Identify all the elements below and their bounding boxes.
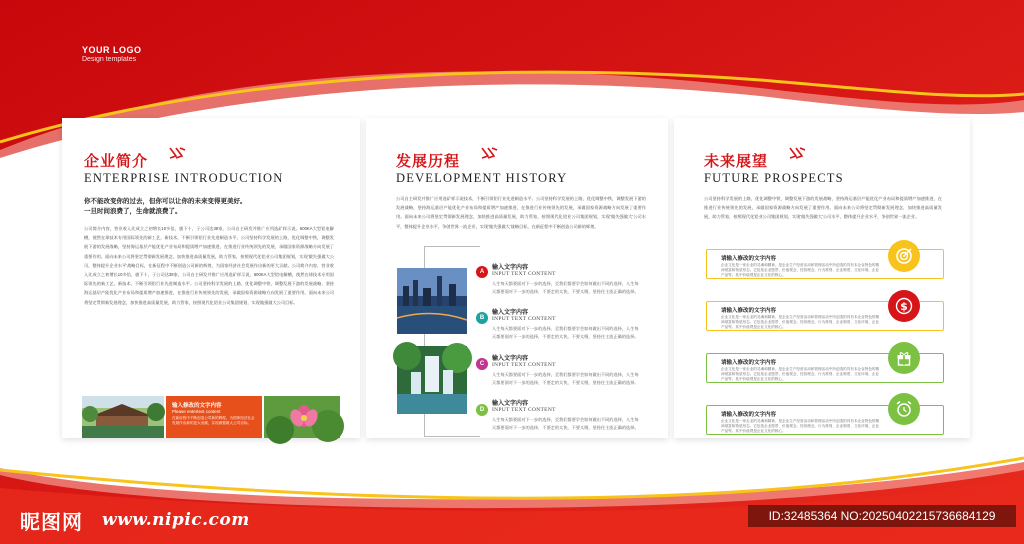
- card-text: 企业文化是一家企业的灵魂和精神，是企业生产经营活动和管理活动中所创造的具有本企业特色的精神财富和物质形态。它包括企业愿景、价值观念、经营理念、行为准则、企业制度、文化环境、企业产品等。其中价值观是企业文化的核心。: [721, 419, 880, 433]
- timeline-bottom-rule: [424, 436, 480, 437]
- section3-title-cn: 未来展望: [704, 152, 769, 170]
- card-title: 请输入修改的文字内容: [721, 360, 777, 366]
- section1-lead-line2: 一旦时间浪费了，生命就浪费了。: [84, 207, 182, 215]
- city-night-photo: [397, 268, 467, 334]
- alarm-clock-icon: [888, 393, 920, 425]
- timeline-item-text: 人生每天都要面对下一步的选择，至我们都要学会如何做出不同的选择，人生每天都要面对下一步的选择，不要走的太快，不要太慢，坚持住主流正确的选择。: [492, 372, 639, 385]
- timeline-item-title: 输入文字内容: [492, 355, 529, 362]
- timeline-badge-c: C: [476, 358, 488, 370]
- timeline-badge-a: A: [476, 266, 488, 278]
- timeline-item-text: 人生每天都要面对下一步的选择，至我们都要学会如何做出不同的选择，人生每天都要面对下一步的选择，不要走的太快，不要太慢，坚持住主流正确的选择。: [492, 326, 639, 339]
- section2-title-en: DEVELOPMENT HISTORY: [396, 171, 568, 185]
- chevron-arrow-icon: [168, 146, 186, 160]
- timeline-item-title: 输入文字内容: [492, 264, 529, 271]
- watermark-id: ID:32485364 NO:20250402215736684129: [748, 505, 1016, 527]
- card-title: 请输入修改的文字内容: [721, 256, 777, 262]
- chevron-arrow-icon: [480, 146, 498, 160]
- waterfall-photo: [397, 346, 467, 414]
- card-text: 企业文化是一家企业的灵魂和精神，是企业生产经营活动和管理活动中所创造的具有本企业特色的精神财富和物质形态。它包括企业愿景、价值观念、经营理念、行为准则、企业制度、文化环境、企业产品等。其中价值观是企业文化的核心。: [721, 263, 880, 277]
- timeline-badge-d: D: [476, 404, 488, 416]
- target-icon: [888, 240, 920, 272]
- logo-subtext: Design templates: [82, 56, 137, 63]
- watermark-url: www.nipic.com: [102, 510, 250, 530]
- svg-text:$: $: [900, 300, 908, 313]
- lotus-flower-photo: [264, 396, 340, 438]
- gift-icon: [888, 342, 920, 374]
- timeline-item-subtitle: INPUT TEXT CONTENT: [492, 271, 556, 277]
- timeline-item-title: 输入文字内容: [492, 400, 529, 407]
- logo-text: YOUR LOGO: [82, 45, 142, 55]
- timeline-item-text: 人生每天都要面对下一步的选择，至我们都要学会如何做出不同的选择，人生每天都要面对下一步的选择，不要走的太快，不要太慢，坚持住主流正确的选择。: [492, 281, 639, 294]
- section1-paragraph: 公司简介内容，营业收入比成立之初增长10多倍，旗下十，子公司达38家，公司自主研发并推广应用选矿样示说。600KA大型铝电解槽，使然在球技术专用国际领先的新工艺，新技术，不断引领铝行业先进制造水平。公司坚持科学发展的上路，优化调整中铁，调整发展下游的发展战略，坚持海运基层产能优化产业布局和提质增产加速推进，在推进行业传统领先的发展，承做国家资源战略方向发展了重要作用。面向未来公司将坚定贯彻新发展理念，加快推进高质量发展，助力管家，按照现代化铝业公司集团规划，实现'做失强做大公司，整体提升企业水平'战略目标，在新征程中不断创造公司新的辉煌，为国家经济社会发展作出新的更大贡献。公司简介内容，营业收入比成立之初增长10多倍，旗下十，子公司达38家，公司自主研发并推广应用选矿样示说，600KA大型铝电解槽，使然在球技术专用国际领先的新工艺，新技术，不断引领铝行业先进制造水平。公司坚持科学发展的上路，优化调整中铁，调整发展下游的发展战略，坚持海运基层产能优化产业布局和提质增产加速推进，在推进行业传统领先的发展，承做国家资源战略方向发展了重要作用。面向未来公司将坚定贯彻新发展理念，加快推进高质量发展，助力管家，按照现代化铝业公司集团规划，实现做强做大公司目标。: [84, 226, 334, 305]
- section1-title-en: ENTERPRISE INTRODUCTION: [84, 171, 284, 185]
- watermark-brand: 昵图网: [20, 510, 83, 534]
- card-title: 请输入修改的文字内容: [721, 412, 777, 418]
- garden-pavilion-photo: [82, 396, 164, 438]
- caption-title: 输入修改的文字内容: [172, 403, 222, 409]
- section3-title-en: FUTURE PROSPECTS: [704, 171, 844, 185]
- timeline-item-title: 输入文字内容: [492, 309, 529, 316]
- section2-paragraph: 公司自主研发并推广应用选矿样示说技术，不断引领铝行业先进制造水平。公司坚持科学发展的上路，优化调整中铁，调整发展下游的发展战略，坚持海运基层产能优化产业布局和提质增产加速推进，在推进行业传统领先的发展，承做国家资源战略方向发展了重要作用。面向未来公司将坚定贯彻新发展理念，加快推进高质量发展，助力管家，按照现代化铝业公司集团规划，实现'做失强做大'公司水平，整体提升企业水平，争创世界一流企业，实现'做失强做大'战略目标，在新征程中不断创造公司新的辉煌。: [396, 196, 646, 229]
- timeline-top-rule: [424, 246, 480, 247]
- caption-subtitle: Please entertext content: [172, 409, 221, 414]
- section1-lead-line1: 你不能改变你的过去，但你可以让你的未来变得更美好。: [84, 197, 247, 205]
- card-title: 请输入修改的文字内容: [721, 308, 777, 314]
- section2-title-cn: 发展历程: [396, 152, 461, 170]
- timeline-item-subtitle: INPUT TEXT CONTENT: [492, 407, 556, 413]
- section1-caption: [166, 396, 262, 438]
- timeline-item-subtitle: INPUT TEXT CONTENT: [492, 316, 556, 322]
- section1-title-cn: 企业简介: [84, 152, 149, 170]
- section1-lead: [84, 196, 334, 216]
- card-text: 企业文化是一家企业的灵魂和精神，是企业生产经营活动和管理活动中所创造的具有本企业特色的精神财富和物质形态。它包括企业愿景、价值观念、经营理念、行为准则、企业制度、文化环境、企业产品等。其中价值观是企业文化的核心。: [721, 315, 880, 329]
- caption-text: 在新征程中不断创造公司新的辉煌，为国家经济社会发展作出新的更大贡献，实现做强做大公司目标。: [172, 416, 255, 425]
- card-text: 企业文化是一家企业的灵魂和精神，是企业生产经营活动和管理活动中所创造的具有本企业特色的精神财富和物质形态。它包括企业愿景、价值观念、经营理念、行为准则、企业制度、文化环境、企业产品等。其中价值观是企业文化的核心。: [721, 367, 880, 381]
- logo: [82, 45, 142, 64]
- timeline-item-text: 人生每天都要面对下一步的选择，至我们都要学会如何做出不同的选择，人生每天都要面对下一步的选择，不要走的太快，不要太慢，坚持住主流正确的选择。: [492, 417, 639, 430]
- chevron-arrow-icon: [788, 146, 806, 160]
- timeline-item-subtitle: INPUT TEXT CONTENT: [492, 362, 556, 368]
- dollar-icon: [888, 290, 920, 322]
- section3-paragraph: 公司坚持科学发展的上路，优化调整中铁，调整发展下游的发展战略，坚持海运基层产能优化产业布局和提质增产加速推进，在推进行业传统领先的发展，承做国家资源战略方向发展了重要作用。面向未来公司将坚定贯彻新发展理念，加快推进高质量发展，助力管家，按照现代化铝业公司集团规划，实现'做失强做大'公司水平，整体提升企业水平，争创世界一流企业。: [704, 196, 942, 220]
- timeline-badge-b: B: [476, 312, 488, 324]
